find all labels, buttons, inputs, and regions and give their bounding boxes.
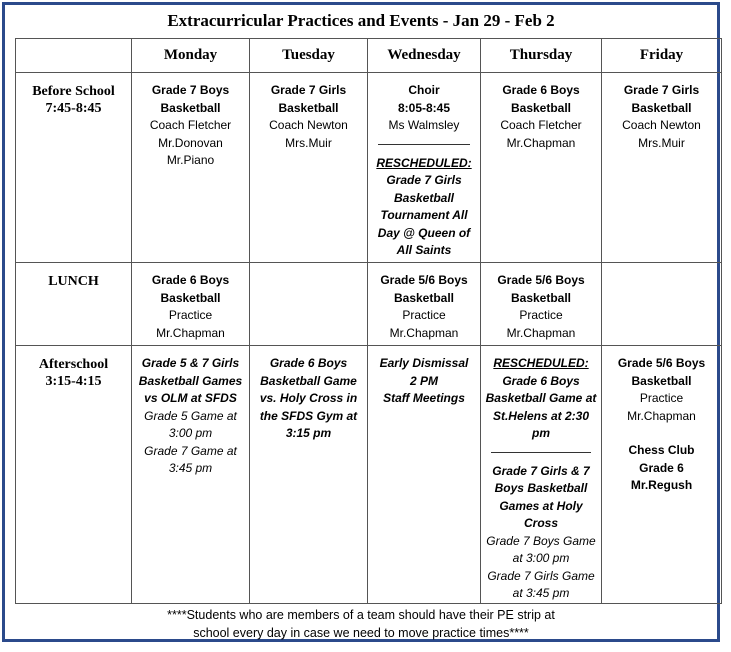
event-line: Grade 6 [639, 460, 684, 475]
event-line: Mrs.Muir [285, 135, 332, 150]
row-label-lunch [16, 263, 132, 346]
schedule-cell-before-school-wednesday [368, 73, 481, 263]
event-line: Practice [402, 308, 446, 322]
cell-divider [378, 144, 470, 145]
schedule-cell-lunch-wednesday [368, 263, 481, 346]
event-line: Coach Fletcher [500, 118, 582, 132]
day-header-friday: Friday [602, 39, 722, 73]
day-header-tuesday: Tuesday [250, 39, 368, 73]
event-line: Choir [408, 83, 440, 97]
event-line: RESCHEDULED: [376, 155, 472, 170]
event-line: Grade 7 Girls Basketball Tournament All Day @ Queen of All Saints [377, 173, 471, 257]
event-line: Grade 5 & 7 Girls Basketball Games vs OLM at SFDS [138, 356, 243, 405]
schedule-cell-before-school-thursday [481, 73, 602, 263]
schedule-cell-lunch-tuesday [250, 263, 368, 346]
event-line: Grade 6 Boys Basketball [502, 83, 580, 115]
schedule-cell-afterschool-thursday [481, 346, 602, 604]
schedule-row-before-school [16, 73, 722, 263]
event-line: Grade 6 Boys Basketball [151, 273, 230, 305]
event-line: Staff Meetings [383, 391, 465, 405]
page-title: Extracurricular Practices and Events - Jan 29 - Feb 2 [167, 11, 555, 30]
event-line: Practice [168, 308, 213, 322]
event-line: Coach Newton [269, 118, 348, 132]
schedule-frame [2, 2, 720, 642]
day-header-wednesday: Wednesday [368, 39, 481, 73]
schedule-row-lunch [16, 263, 722, 346]
event-line: Grade 7 Boys Game at 3:00 pm [486, 533, 596, 565]
event-line: Grade 7 Girls Basketball [623, 83, 700, 115]
schedule-cell-lunch-friday [602, 263, 722, 346]
event-line: Chess Club [628, 443, 695, 457]
corner-cell [16, 39, 132, 73]
event-line: Mr.Chapman [506, 135, 576, 150]
event-line: Mr.Regush [630, 478, 693, 492]
row-label-line: 7:45-8:45 [45, 101, 102, 116]
schedule-cell-before-school-tuesday [250, 73, 368, 263]
event-line: 2 PM [409, 373, 438, 388]
day-header-thursday: Thursday [481, 39, 602, 73]
event-line: Mrs.Muir [638, 135, 685, 150]
header-row [16, 39, 722, 73]
row-label-before-school [16, 73, 132, 263]
cell-spacer [604, 425, 719, 442]
schedule-cell-lunch-thursday [481, 263, 602, 346]
footer-line: ****Students who are members of a team should have their PE strip at [167, 608, 555, 622]
event-line: Grade 7 Girls & 7 Boys Basketball Games at Holy Cross [492, 463, 590, 530]
event-line: Grade 5/6 Boys Basketball [617, 356, 706, 388]
schedule-cell-afterschool-monday [132, 346, 250, 604]
schedule-cell-before-school-monday [132, 73, 250, 263]
event-line: Grade 7 Girls Basketball [270, 83, 347, 115]
event-line: 8:05-8:45 [397, 100, 451, 115]
schedule-cell-lunch-monday [132, 263, 250, 346]
event-line: Mr.Chapman [627, 408, 696, 423]
cell-divider [491, 452, 591, 453]
schedule-table [15, 38, 722, 604]
day-header-monday: Monday [132, 39, 250, 73]
event-line: Mr.Chapman [156, 325, 225, 340]
event-line: Grade 5/6 Boys Basketball [497, 273, 585, 305]
event-line: Coach Newton [622, 118, 701, 132]
schedule-cell-afterschool-tuesday [250, 346, 368, 604]
event-line: Grade 7 Boys Basketball [151, 83, 230, 115]
schedule-cell-before-school-friday [602, 73, 722, 263]
event-line: Grade 5 Game at 3:00 pm [144, 408, 237, 440]
event-line: Ms Walmsley [388, 118, 460, 132]
footer-note [5, 606, 717, 642]
schedule-cell-afterschool-friday [602, 346, 722, 604]
schedule-row-afterschool [16, 346, 722, 604]
row-label-afterschool [16, 346, 132, 604]
event-line: Mr.Chapman [506, 325, 576, 340]
event-line: Grade 7 Girls Game at 3:45 pm [487, 568, 595, 600]
event-line: Mr.Chapman [389, 325, 459, 340]
event-line: Grade 6 Boys Basketball Game vs. Holy Cross in the SFDS Gym at 3:15 pm [259, 356, 358, 440]
schedule-cell-afterschool-wednesday [368, 346, 481, 604]
event-line: Practice [519, 308, 563, 322]
event-line: Grade 5/6 Boys Basketball [380, 273, 468, 305]
row-label-line: 3:15-4:15 [45, 374, 102, 389]
event-line: Grade 7 Game at 3:45 pm [144, 443, 237, 475]
event-line: Early Dismissal [379, 356, 469, 370]
event-line: Coach Fletcher [149, 118, 232, 132]
event-line: Mr.Piano [166, 153, 215, 167]
footer-line: school every day in case we need to move practice times**** [193, 626, 529, 640]
row-label-line: Before School [32, 84, 115, 99]
event-line: Mr.Donovan [158, 135, 223, 150]
row-label-line: LUNCH [48, 274, 99, 289]
event-line: Practice [639, 391, 684, 405]
row-label-line: Afterschool [38, 357, 109, 372]
event-line: RESCHEDULED: [493, 356, 589, 370]
event-line: Grade 6 Boys Basketball Game at St.Helens at 2:30 pm [485, 373, 597, 440]
